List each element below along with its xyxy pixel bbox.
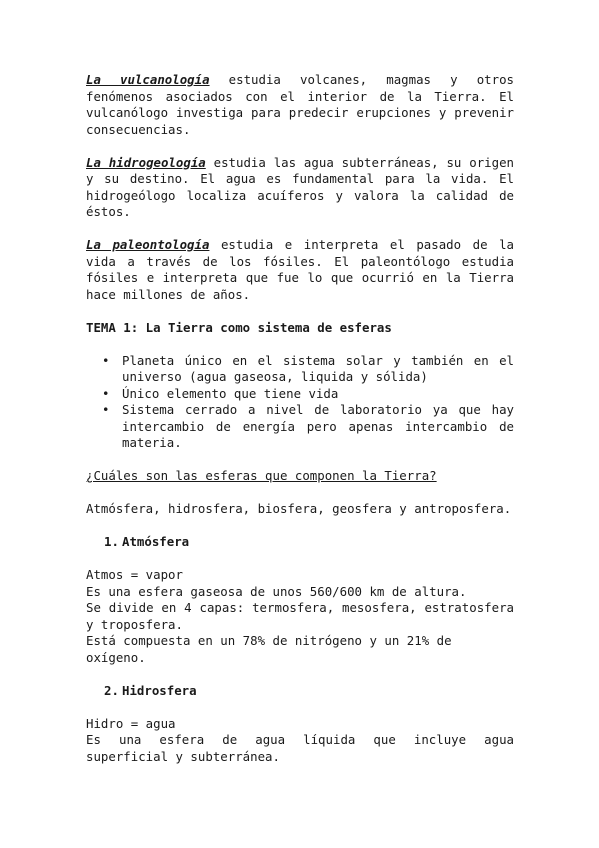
paragraph-paleontologia — [86, 237, 514, 303]
paragraph-text: estudia e interpreta el pasado de la vida a través de los fósiles. El paleontólogo estudia fósiles e interpreta que fue lo que ocurrió en la Tierra hace millones de años. — [86, 237, 514, 302]
paragraph-vulcanologia — [86, 72, 514, 138]
answer-text: Atmósfera, hidrosfera, biosfera, geosfera y antroposfera. — [86, 501, 512, 516]
section-number: 2. — [104, 682, 119, 698]
list-item: • Sistema cerrado a nivel de laboratorio ya que hay intercambio de energía pero apenas intercambio de materia. — [86, 402, 514, 452]
paragraph-text: estudia las agua subterráneas, su origen y su destino. El agua es fundamental para la vida. El hidrogeólogo localiza acuíferos y valora la calidad de éstos. — [86, 154, 515, 219]
term-hidrogeologia: La hidrogeología — [86, 154, 206, 170]
term-paleontologia: La paleontología — [86, 237, 210, 252]
text-line: Es una esfera gaseosa de unos 560/600 km de altura. — [86, 583, 467, 599]
list-item: • Planeta único en el sistema solar y también en el universo (agua gaseosa, liquida y sólida) — [86, 353, 514, 386]
bullet-list — [86, 353, 514, 452]
paragraph-text: estudia volcanes, magmas y otros fenómenos asociados con el interior de la Tierra. El vulcanólogo investiga para predecir erupciones y prevenir consecuencias. — [86, 72, 514, 137]
text-line: Es una esfera de agua líquida que incluye agua superficial y subterránea. — [86, 732, 514, 764]
section-number: 1. — [104, 534, 119, 549]
text-line: Atmos = vapor — [86, 567, 183, 582]
text-line: Está compuesta en un 78% de nitrógeno y un 21% de oxígeno. — [86, 633, 452, 665]
text-line: Se divide en 4 capas: termosfera, mesosfera, estratosfera y troposfera. — [86, 600, 514, 632]
list-item: • Único elemento que tiene vida — [86, 386, 514, 403]
section-heading-atmosfera — [86, 534, 514, 551]
section-heading-hidrosfera — [86, 683, 514, 700]
text-line: Hidro = agua — [86, 715, 176, 731]
question-heading: ¿Cuáles son las esferas que componen la Tierra? — [86, 468, 437, 483]
term-vulcanologia: La vulcanología — [86, 72, 210, 87]
document-page — [86, 72, 514, 765]
section-heading-tema: TEMA 1: La Tierra como sistema de esferas — [86, 319, 392, 335]
section-title: Hidrosfera — [122, 682, 197, 698]
section-title: Atmósfera — [122, 534, 190, 549]
paragraph-hidrogeologia — [86, 155, 514, 221]
